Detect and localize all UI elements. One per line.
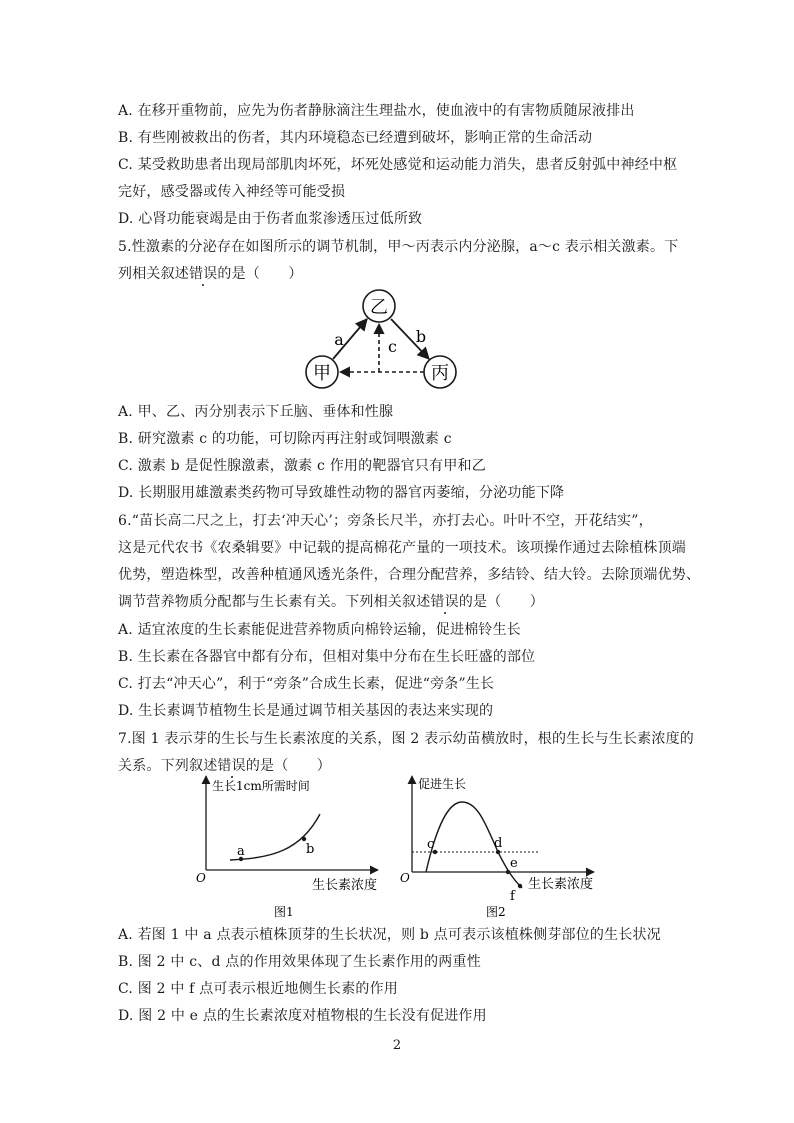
fig2-origin: O [400, 871, 410, 885]
fig2-caption: 图2 [486, 905, 506, 919]
q7-stem-text: 关系。下列叙述 [118, 758, 218, 774]
q7-option-c: C. 图 2 中 f 点可表示根近地侧生长素的作用 [118, 981, 399, 997]
fig2-label-f: f [510, 889, 515, 904]
q5-option-b: B. 研究激素 c 的功能，可切除丙再注射或饲喂激素 c [118, 431, 452, 447]
node-jia-label: 甲 [313, 363, 331, 384]
node-yi-label: 乙 [370, 297, 388, 318]
node-bing-label: 丙 [431, 363, 449, 384]
q5-stem-line1: 5.性激素的分泌存在如图所示的调节机制，甲～丙表示内分泌腺，a～c 表示相关激素。下 [118, 239, 679, 255]
q6-option-d: D. 生长素调节植物生长是通过调节相关基因的表达来实现的 [118, 703, 494, 719]
q6-option-a: A. 适宜浓度的生长素能促进营养物质向棉铃运输，促进棉铃生长 [118, 622, 522, 638]
label-b: b [415, 327, 427, 346]
fig2-curve [426, 802, 522, 888]
fig1-xlabel: 生长素浓度 [312, 878, 378, 893]
q7-option-a: A. 若图 1 中 a 点表示植株顶芽的生长状况，则 b 点可表示该植株侧芽部位的生长状况 [118, 927, 661, 943]
q6-option-c: C. 打去“冲天心”，利于“旁条”合成生长素，促进“旁条”生长 [118, 676, 495, 692]
q4-option-c-line2: 完好，感受器或传入神经等可能受损 [118, 184, 346, 200]
emphasis-text: 错误 [189, 266, 218, 282]
label-c: c [388, 337, 397, 356]
fig1-origin: O [196, 871, 206, 885]
q4-option-d: D. 心肾功能衰竭是由于伤者血浆渗透压过低所致 [118, 211, 423, 227]
q7-stem-text-end: 的是（ ） [245, 758, 332, 774]
q5-option-c: C. 激素 b 是促性腺激素，激素 c 作用的靶器官只有甲和乙 [118, 458, 486, 474]
q4-option-b: B. 有些刚被救出的伤者，其内环境稳态已经遭到破坏，影响正常的生命活动 [118, 130, 593, 146]
q5-stem-text-end: 的是（ ） [217, 266, 303, 282]
q6-stem-text: 调节营养物质分配都与生长素有关。下列相关叙述 [118, 594, 431, 610]
q5-option-a: A. 甲、乙、丙分别表示下丘脑、垂体和性腺 [118, 404, 394, 420]
q5-hormone-diagram [290, 284, 480, 394]
q5-option-d: D. 长期服用雄激素类药物可导致雄性动物的器官丙萎缩，分泌功能下降 [118, 485, 565, 501]
emphasis-text: 错误 [430, 594, 459, 610]
fig1-point-b [302, 837, 306, 841]
q6-stem-line3: 优势，塑造株型，改善种植通风透光条件，合理分配营养，多结铃、结大铃。去除顶端优势、 [118, 567, 701, 583]
page-number: 2 [392, 1038, 402, 1053]
q6-stem-line1: 6.“苗长高二尺之上，打去‘冲天心’；旁条长尺半，亦打去心。叶叶不空，开花结实”， [118, 513, 653, 529]
fig2-label-d: d [494, 836, 503, 851]
fig1-label-a: a [237, 844, 245, 859]
q5-stem-line2 [118, 264, 303, 284]
q7-stem-line1: 7.图 1 表示芽的生长与生长素浓度的关系，图 2 表示幼苗横放时，根的生长与生长素浓度的 [118, 731, 694, 747]
q4-option-c-line1: C. 某受救助患者出现局部肌肉坏死，坏死处感觉和运动能力消失，患者反射弧中神经中枢 [118, 157, 678, 173]
fig2-ylabel: 促进生长 [418, 777, 467, 791]
fig1-label-b: b [306, 842, 315, 857]
q7-option-b: B. 图 2 中 c、d 点的作用效果体现了生长素作用的两重性 [118, 954, 481, 970]
emphasis-text: 错误 [217, 758, 246, 774]
label-a: a [334, 330, 344, 349]
q7-figure-2 [398, 770, 608, 920]
q7-option-d: D. 图 2 中 e 点的生长素浓度对植物根的生长没有促进作用 [118, 1008, 487, 1024]
q5-stem-text: 列相关叙述 [118, 266, 189, 282]
fig2-label-c: c [427, 837, 435, 852]
fig1-ylabel: 生长1cm所需时间 [212, 779, 310, 793]
q7-figure-1 [190, 770, 390, 920]
fig2-label-e: e [510, 856, 518, 871]
fig2-point-f [518, 884, 522, 888]
fig1-caption: 图1 [274, 905, 294, 919]
q6-stem-text-end: 的是（ ） [458, 594, 545, 610]
q6-option-b: B. 生长素在各器官中都有分布，但相对集中分布在生长旺盛的部位 [118, 649, 536, 665]
fig2-xlabel: 生长素浓度 [528, 877, 594, 892]
q6-stem-line4 [118, 592, 544, 612]
q6-stem-line2: 这是元代农书《农桑辑要》中记载的提高棉花产量的一项技术。该项操作通过去除植株顶端 [118, 540, 686, 556]
q4-option-a: A. 在移开重物前，应先为伤者静脉滴注生理盐水，使血液中的有害物质随尿液排出 [118, 103, 635, 119]
